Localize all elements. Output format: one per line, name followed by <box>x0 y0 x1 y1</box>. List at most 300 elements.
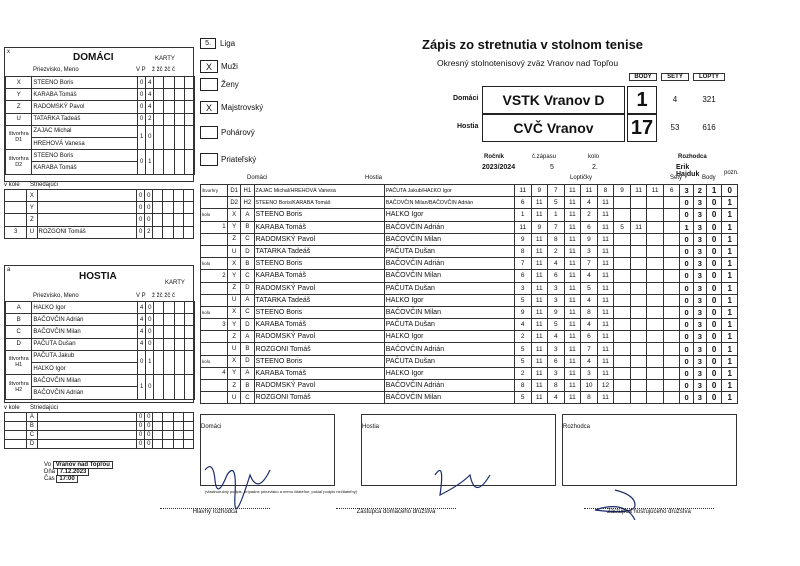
home-subs-table <box>4 189 194 239</box>
player-row: U TATARKA Tadeáš 0 2 <box>6 113 195 125</box>
match-home-player: TATARKA Tadeáš <box>254 294 384 306</box>
set-score: 4 <box>548 258 565 270</box>
set-score: 5 <box>548 197 565 209</box>
set-score: 6 <box>514 270 531 282</box>
set-score <box>663 294 680 306</box>
match-home-player: KARABA Tomáš <box>254 270 384 282</box>
away-title: HOSTIA <box>79 271 117 282</box>
player-row: Z RADOMSKÝ Pavol 0 4 <box>6 101 195 113</box>
sub-row: Y 0 0 <box>5 202 194 214</box>
match-home-player: ZAJAC Michal/HREHOVÁ Vanesa <box>254 185 384 197</box>
set-score <box>630 306 647 318</box>
home-sety: 4 <box>672 95 678 104</box>
set-score <box>647 392 664 404</box>
set-score: 11 <box>564 197 581 209</box>
set-score <box>663 343 680 355</box>
set-score <box>614 392 631 404</box>
doubles-row: štvorhra D1 ZAJAC Michal 1 0 <box>6 125 195 137</box>
set-score: 5 <box>614 221 631 233</box>
set-score: 11 <box>597 367 614 379</box>
set-score: 1 <box>548 209 565 221</box>
match-home-player: KARABA Tomáš <box>254 221 384 233</box>
set-score <box>630 282 647 294</box>
sub-row: Z 0 0 <box>5 214 194 226</box>
col-away: Hostia <box>365 175 383 181</box>
set-score: 7 <box>581 343 598 355</box>
match-home-player: RADOMSKÝ Pavol <box>254 282 384 294</box>
player-name: PAČUTA Dušan <box>32 338 138 350</box>
match-away-player: HAĽKO Igor <box>384 294 514 306</box>
player-row: B BAČOVČIN Adrián 4 0 <box>6 314 195 326</box>
sig-away: Zástupca hosťujúceho družstva <box>584 508 714 515</box>
set-score: 3 <box>514 282 531 294</box>
set-score: 11 <box>564 221 581 233</box>
category-label-0: Muži <box>221 62 238 71</box>
set-score: 7 <box>581 258 598 270</box>
player-name: BAČOVČIN Adrián <box>32 314 138 326</box>
set-score: 3 <box>548 282 565 294</box>
set-score <box>630 343 647 355</box>
set-score <box>614 245 631 257</box>
away_panel-players-table: A HAĽKO Igor 4 0 B BAČOVČIN Adrián 4 0 C BAČOVČIN Milan 4 0 D PAČUTA Dušan 4 0 štvorhra H1 PAČUTA Jakub 0 1 HAĽKO Igor štvorhra H2 BAČOVČIN Milan 1 0 BAČOVČIN Adrián <box>5 301 195 400</box>
match-home-player: KARABA Tomáš <box>254 319 384 331</box>
set-score: 11 <box>564 233 581 245</box>
set-score: 11 <box>531 380 548 392</box>
set-score <box>630 294 647 306</box>
set-score <box>647 294 664 306</box>
match-row: U C ROZGONI Tomáš BAČOVČIN Milan 5 11 4 11 8 11 0 3 0 1 <box>201 392 738 404</box>
match-row: D2 H2 STEENO Boris/KARABA Tomáš BAČOVČIN Milan/BAČOVČIN Adrián 6 11 5 11 4 11 0 3 0 1 <box>201 197 738 209</box>
match-row: U B ROZGONI Tomáš BAČOVČIN Adrián 5 11 3 11 7 11 0 3 0 1 <box>201 343 738 355</box>
set-score: 11 <box>531 331 548 343</box>
match-away-player: PAČUTA Dušan <box>384 355 514 367</box>
set-score <box>630 233 647 245</box>
set-score: 6 <box>514 197 531 209</box>
set-score: 11 <box>514 185 531 197</box>
match-row: Z B RADOMSKÝ Pavol BAČOVČIN Adrián 8 11 8 11 10 12 0 3 0 1 <box>201 380 738 392</box>
match-away-player: BAČOVČIN Milan <box>384 270 514 282</box>
set-score <box>663 270 680 282</box>
set-score: 11 <box>597 306 614 318</box>
sub-row: C 0 0 <box>5 431 194 440</box>
match-home-player: RADOMSKÝ Pavol <box>254 233 384 245</box>
home-strid: Striedajúci <box>30 182 59 188</box>
category-label-3: Pohárový <box>221 128 255 137</box>
match-away-player: PAČUTA Dušan <box>384 245 514 257</box>
home-body: 1 <box>627 86 657 114</box>
set-score: 11 <box>630 185 647 197</box>
notes-away: Hostia <box>361 414 556 486</box>
set-score: 4 <box>581 197 598 209</box>
set-score: 11 <box>531 282 548 294</box>
set-score: 3 <box>548 343 565 355</box>
set-score: 11 <box>597 270 614 282</box>
set-score <box>614 331 631 343</box>
set-score <box>663 197 680 209</box>
category-checkbox-0[interactable]: X <box>200 60 218 73</box>
set-score: 6 <box>581 221 598 233</box>
match-home-player: STEENO Boris <box>254 306 384 318</box>
category-checkbox-2[interactable]: X <box>200 101 218 114</box>
category-label-4: Priateľský <box>221 155 257 164</box>
set-score: 11 <box>564 185 581 197</box>
match-row: 3 Y D KARABA Tomáš PAČUTA Dušan 4 11 5 11 4 11 0 3 0 1 <box>201 319 738 331</box>
match-row: Z C RADOMSKÝ Pavol BAČOVČIN Milan 9 11 8 11 9 11 0 3 0 1 <box>201 233 738 245</box>
set-score <box>647 343 664 355</box>
set-score: 11 <box>597 319 614 331</box>
set-score: 11 <box>597 294 614 306</box>
match-row: 1 Y B KARABA Tomáš BAČOVČIN Adrián 11 9 7 11 6 11 5 11 1 3 0 1 <box>201 221 738 233</box>
match-away-player: PAČUTA Dušan <box>384 319 514 331</box>
referee: Erik Hajduk <box>676 164 700 178</box>
match-home-player: ROZGONI Tomáš <box>254 392 384 404</box>
set-score: 11 <box>531 343 548 355</box>
set-score: 11 <box>597 392 614 404</box>
signature-note: (vlastnoručný podpis, prípadne priezvisko a meno čitateľne, pokiaľ podpis nečitateľný) <box>205 489 358 494</box>
set-score: 2 <box>581 209 598 221</box>
match-home-player: ROZGONI Tomáš <box>254 343 384 355</box>
set-score: 3 <box>548 294 565 306</box>
set-score: 9 <box>531 221 548 233</box>
match-home-player: KARABA Tomáš <box>254 367 384 379</box>
player-name: BAČOVČIN Milan <box>32 326 138 338</box>
match-row: kolo X C STEENO Boris BAČOVČIN Milan 9 11 9 11 8 11 0 3 0 1 <box>201 306 738 318</box>
set-score: 6 <box>548 355 565 367</box>
set-score <box>647 221 664 233</box>
set-score <box>614 233 631 245</box>
set-score <box>663 380 680 392</box>
league-label: Liga <box>220 39 236 48</box>
set-score: 11 <box>564 306 581 318</box>
match-away-player: BAČOVČIN Adrián <box>384 221 514 233</box>
set-score: 11 <box>564 392 581 404</box>
set-score: 11 <box>597 343 614 355</box>
match-home-player: TATARKA Tadeáš <box>254 245 384 257</box>
match-away-player: PAČUTA Dušan <box>384 282 514 294</box>
player-name: HAĽKO Igor <box>32 302 138 314</box>
set-score <box>663 306 680 318</box>
set-score <box>663 392 680 404</box>
match-row: kolo X B STEENO Boris BAČOVČIN Adrián 7 11 4 11 7 11 0 3 0 1 <box>201 258 738 270</box>
set-score: 4 <box>548 392 565 404</box>
set-score: 11 <box>630 221 647 233</box>
sig-referee: Hlavný rozhodca <box>160 508 270 515</box>
set-score: 9 <box>614 185 631 197</box>
match-away-player: BAČOVČIN Milan <box>384 233 514 245</box>
col-home: Domáci <box>247 175 268 181</box>
set-score: 11 <box>531 245 548 257</box>
page-subtitle: Okresný stolnotenisový zväz Vranov nad Topľou <box>437 58 619 68</box>
set-score: 11 <box>597 331 614 343</box>
sub-row: A 0 0 <box>5 413 194 422</box>
match-row: U A TATARKA Tadeáš HAĽKO Igor 5 11 3 11 4 11 0 3 0 1 <box>201 294 738 306</box>
set-score: 11 <box>564 258 581 270</box>
match-row: Z D RADOMSKÝ Pavol PAČUTA Dušan 3 11 3 11 5 11 0 3 0 1 <box>201 282 738 294</box>
time-value: 17:00 <box>56 475 77 483</box>
set-score <box>614 343 631 355</box>
set-score: 11 <box>564 294 581 306</box>
set-score <box>630 392 647 404</box>
set-score: 11 <box>564 245 581 257</box>
set-score: 1 <box>514 209 531 221</box>
set-score <box>663 221 680 233</box>
notes-home: Domáci <box>200 414 335 486</box>
set-score <box>647 306 664 318</box>
set-score: 11 <box>597 233 614 245</box>
set-score <box>614 197 631 209</box>
set-score: 5 <box>548 319 565 331</box>
away-strid: Striedajúci <box>30 405 59 411</box>
set-score <box>647 367 664 379</box>
match-away-player: HAĽKO Igor <box>384 367 514 379</box>
set-score: 11 <box>531 197 548 209</box>
match-home-player: STEENO Boris <box>254 355 384 367</box>
set-score: 9 <box>548 306 565 318</box>
set-score <box>630 331 647 343</box>
match-row: kolo X D STEENO Boris PAČUTA Dušan 5 11 6 11 4 11 0 3 0 1 <box>201 355 738 367</box>
match-away-player: HAĽKO Igor <box>384 331 514 343</box>
home-lopty: 321 <box>702 95 716 104</box>
date-value: 7.12.2023 <box>57 468 90 476</box>
set-score: 11 <box>514 221 531 233</box>
set-score: 11 <box>597 355 614 367</box>
set-score <box>663 258 680 270</box>
home-panel: x DOMÁCI KARTY Priezvisko, Meno V P ž žč žč č X STEENO Boris 0 4 Y KARABA Tomáš 0 4 Z RADOMSKÝ Pavol 0 4 U TATARKA Tadeáš 0 2 štvorhra D1 ZAJAC Michal 1 0 HREHOVÁ Vanesa štvorhra D2 STEENO Boris 0 1 KARABA Tomáš <box>4 47 194 182</box>
set-score: 5 <box>514 392 531 404</box>
player-row: C BAČOVČIN Milan 4 0 <box>6 326 195 338</box>
set-score <box>630 319 647 331</box>
set-score: 10 <box>581 380 598 392</box>
set-score <box>614 355 631 367</box>
set-score <box>663 367 680 379</box>
match-row: 4 Y A KARABA Tomáš HAĽKO Igor 2 11 3 11 3 11 0 3 0 1 <box>201 367 738 379</box>
set-score <box>647 233 664 245</box>
player-name: STEENO Boris <box>32 77 138 89</box>
set-score: 11 <box>531 209 548 221</box>
set-score: 11 <box>597 245 614 257</box>
season: 2023/2024 <box>482 164 516 171</box>
set-score: 7 <box>548 221 565 233</box>
set-score: 9 <box>514 306 531 318</box>
away-vkole: v kole <box>4 405 20 411</box>
category-checkbox-4[interactable] <box>200 153 218 166</box>
match-row: Z A RADOMSKÝ Pavol HAĽKO Igor 2 11 4 11 6 11 0 3 0 1 <box>201 331 738 343</box>
set-score <box>630 197 647 209</box>
sub-row: D 0 0 <box>5 440 194 449</box>
set-score <box>614 380 631 392</box>
set-score <box>663 233 680 245</box>
match-home-player: STEENO Boris <box>254 258 384 270</box>
set-score: 11 <box>531 233 548 245</box>
player-name: KARABA Tomáš <box>32 89 138 101</box>
match-away-player: BAČOVČIN Adrián <box>384 258 514 270</box>
match-row: U D TATARKA Tadeáš PAČUTA Dušan 8 11 2 11 3 11 0 3 0 1 <box>201 245 738 257</box>
set-score: 3 <box>581 245 598 257</box>
home_panel-players-table: X STEENO Boris 0 4 Y KARABA Tomáš 0 4 Z RADOMSKÝ Pavol 0 4 U TATARKA Tadeáš 0 2 štvorhra D1 ZAJAC Michal 1 0 HREHOVÁ Vanesa štvorhra D2 STEENO Boris 0 1 KARABA Tomáš <box>5 76 195 175</box>
set-score <box>663 282 680 294</box>
sub-row: X 0 0 <box>5 190 194 202</box>
set-score <box>647 197 664 209</box>
set-score <box>647 319 664 331</box>
set-score <box>663 355 680 367</box>
set-score <box>630 209 647 221</box>
set-score <box>614 209 631 221</box>
set-score <box>630 245 647 257</box>
match-away-player: BAČOVČIN Milan <box>384 392 514 404</box>
set-score: 7 <box>548 185 565 197</box>
home-vkole: v kole <box>4 182 20 188</box>
set-score <box>614 270 631 282</box>
set-score: 11 <box>531 392 548 404</box>
match-home-player: RADOMSKÝ Pavol <box>254 380 384 392</box>
set-score: 3 <box>581 367 598 379</box>
set-score <box>630 380 647 392</box>
set-score <box>614 294 631 306</box>
set-score: 9 <box>514 233 531 245</box>
set-score <box>614 319 631 331</box>
set-score: 5 <box>581 282 598 294</box>
set-score: 5 <box>514 343 531 355</box>
set-score: 11 <box>531 270 548 282</box>
set-score: 4 <box>581 355 598 367</box>
set-score <box>630 258 647 270</box>
set-score: 11 <box>531 306 548 318</box>
sub-row: B 0 0 <box>5 422 194 431</box>
set-score <box>647 245 664 257</box>
player-row: D PAČUTA Dušan 4 0 <box>6 338 195 350</box>
set-score: 2 <box>514 367 531 379</box>
set-score: 2 <box>548 245 565 257</box>
set-score: 6 <box>663 185 680 197</box>
away-lopty: 616 <box>702 123 716 132</box>
set-score: 8 <box>581 392 598 404</box>
set-score: 4 <box>581 294 598 306</box>
set-score: 5 <box>514 294 531 306</box>
place-block: Vo Vranov nad Topľou Dňa 7.12.2023 Čas 17:00 <box>44 462 113 482</box>
set-score <box>663 319 680 331</box>
set-score <box>647 355 664 367</box>
player-row: A HAĽKO Igor 4 0 <box>6 302 195 314</box>
set-score: 6 <box>548 270 565 282</box>
set-score: 6 <box>581 331 598 343</box>
set-score <box>663 209 680 221</box>
set-score <box>663 245 680 257</box>
set-score: 11 <box>564 209 581 221</box>
home-title: DOMÁCI <box>73 52 114 63</box>
set-score: 11 <box>564 367 581 379</box>
doubles-row: štvorhra D2 STEENO Boris 0 1 <box>6 150 195 162</box>
set-score: 7 <box>514 258 531 270</box>
set-score <box>647 282 664 294</box>
player-row: X STEENO Boris 0 4 <box>6 77 195 89</box>
match-home-player: STEENO Boris/KARABA Tomáš <box>254 197 384 209</box>
set-score: 11 <box>564 343 581 355</box>
match-away-player: BAČOVČIN Adrián <box>384 343 514 355</box>
match-home-player: STEENO Boris <box>254 209 384 221</box>
match-row: 2 Y C KARABA Tomáš BAČOVČIN Milan 6 11 6 11 4 11 0 3 0 1 <box>201 270 738 282</box>
sig-home: Zástupca domáceho družstva <box>336 508 456 515</box>
set-score <box>614 282 631 294</box>
match-away-player: BAČOVČIN Milan <box>384 306 514 318</box>
sub-row: 3 U ROZGONI Tomáš 0 2 <box>5 226 194 238</box>
set-score: 2 <box>514 331 531 343</box>
set-score: 12 <box>597 380 614 392</box>
player-name: RADOMSKÝ Pavol <box>32 101 138 113</box>
category-checkbox-1[interactable] <box>200 78 218 91</box>
set-score: 8 <box>548 380 565 392</box>
match-number: 5 <box>550 164 554 171</box>
set-score <box>614 306 631 318</box>
player-row: Y KARABA Tomáš 0 4 <box>6 89 195 101</box>
match-away-player: BAČOVČIN Adrián <box>384 380 514 392</box>
set-score: 9 <box>531 185 548 197</box>
set-score <box>630 367 647 379</box>
set-score: 11 <box>597 282 614 294</box>
set-score <box>614 367 631 379</box>
match-row: kolo X A STEENO Boris HAĽKO Igor 1 11 1 11 2 11 0 3 0 1 <box>201 209 738 221</box>
set-score: 11 <box>647 185 664 197</box>
set-score: 4 <box>514 319 531 331</box>
home-label: Domáci <box>453 95 479 102</box>
set-score <box>647 258 664 270</box>
set-score: 11 <box>531 319 548 331</box>
set-score: 11 <box>597 209 614 221</box>
set-score: 11 <box>531 367 548 379</box>
set-score: 11 <box>531 355 548 367</box>
away-subs-table <box>4 412 194 449</box>
set-score: 11 <box>564 380 581 392</box>
set-score <box>663 331 680 343</box>
set-score: 8 <box>514 245 531 257</box>
set-score: 11 <box>597 197 614 209</box>
set-score <box>647 209 664 221</box>
home-team: VSTK Vranov D <box>482 86 625 114</box>
set-score: 9 <box>581 233 598 245</box>
set-score: 3 <box>548 367 565 379</box>
set-score: 11 <box>531 294 548 306</box>
match-away-player: HAĽKO Igor <box>384 209 514 221</box>
set-score: 8 <box>597 185 614 197</box>
set-score: 5 <box>514 355 531 367</box>
doubles-row: štvorhra H1 PAČUTA Jakub 0 1 <box>6 350 195 362</box>
doubles-row: štvorhra H2 BAČOVČIN Milan 1 0 <box>6 375 195 387</box>
set-score: 11 <box>531 258 548 270</box>
set-score <box>647 270 664 282</box>
match-away-player: PAČUTA Jakub/HAĽKO Igor <box>384 185 514 197</box>
player-name: TATARKA Tadeáš <box>32 113 138 125</box>
round: 2. <box>592 164 598 171</box>
set-score: 11 <box>564 270 581 282</box>
away-panel: a HOSTIA KARTY Priezvisko, Meno V P ž žč žč č A HAĽKO Igor 4 0 B BAČOVČIN Adrián 4 0 C BAČOVČIN Milan 4 0 D PAČUTA Dušan 4 0 štvorhra H1 PAČUTA Jakub 0 1 HAĽKO Igor štvorhra H2 BAČOVČIN Milan 1 0 BAČOVČIN Adrián <box>4 265 194 403</box>
notes-referee: Rozhodca <box>562 414 737 486</box>
set-score: 8 <box>581 306 598 318</box>
match-row: štvorhry D1 H1 ZAJAC Michal/HREHOVÁ Vanesa PAČUTA Jakub/HAĽKO Igor 11 9 7 11 11 8 9 11 11 6 3 2 1 0 <box>201 185 738 197</box>
away-team: CVČ Vranov <box>482 114 625 142</box>
set-score: 11 <box>564 319 581 331</box>
place-value: Vranov nad Topľou <box>53 461 113 469</box>
category-checkbox-3[interactable] <box>200 126 218 139</box>
set-score: 11 <box>564 331 581 343</box>
set-score: 4 <box>581 270 598 282</box>
set-score: 8 <box>548 233 565 245</box>
away-label: Hostia <box>457 123 479 130</box>
set-score <box>614 258 631 270</box>
set-score <box>630 355 647 367</box>
set-score <box>647 380 664 392</box>
set-score: 11 <box>597 258 614 270</box>
set-score: 11 <box>581 185 598 197</box>
set-score <box>647 331 664 343</box>
